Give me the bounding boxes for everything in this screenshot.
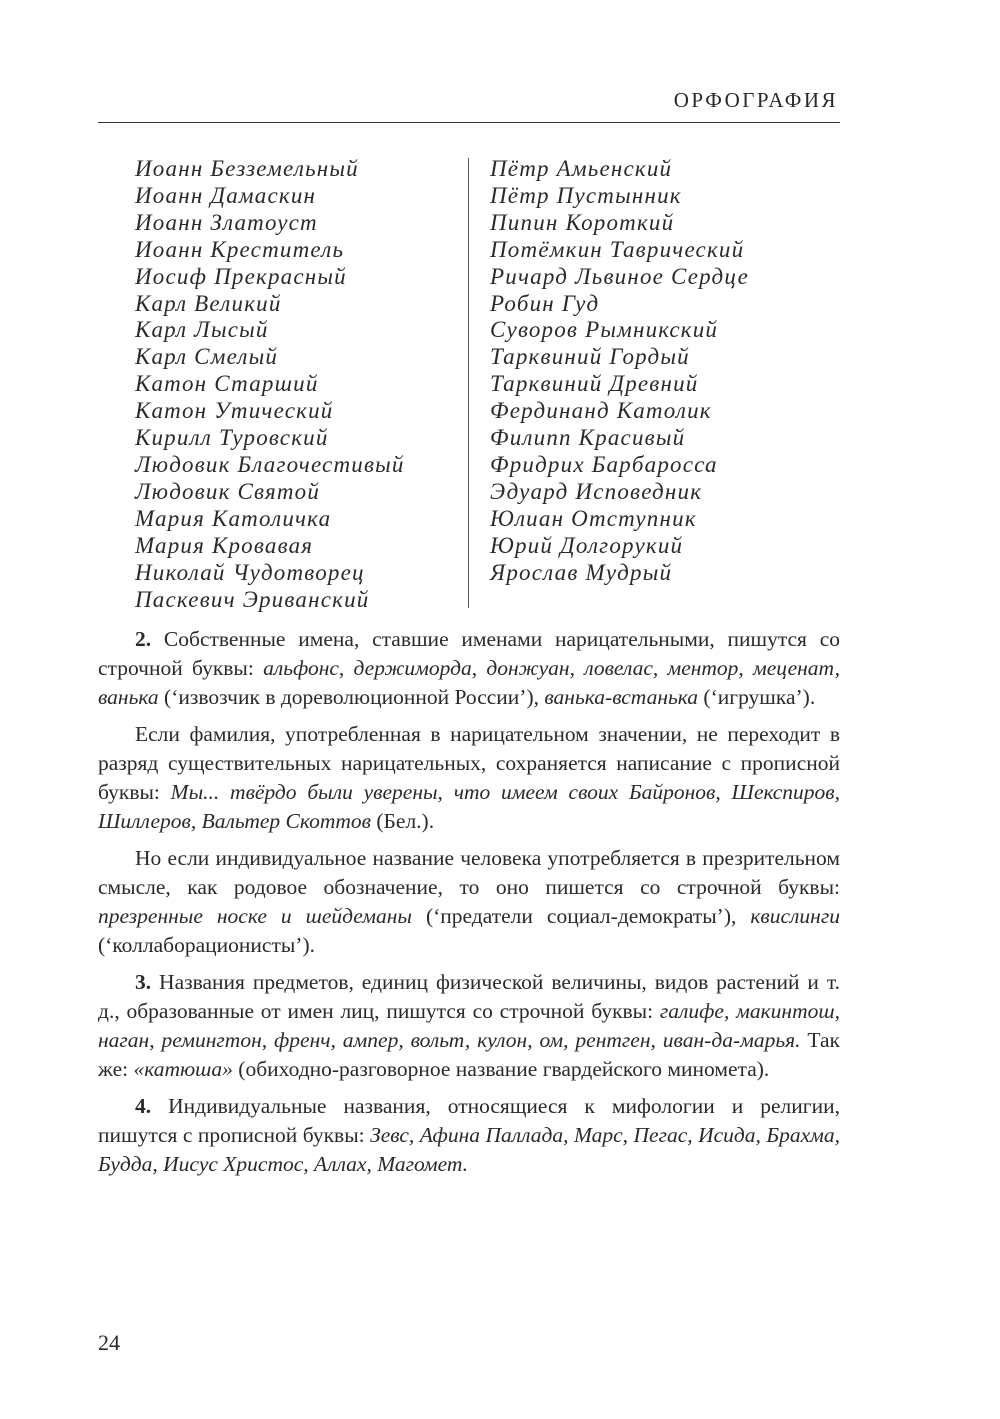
name-entry: Карл Великий [135, 290, 282, 316]
rule-number: 3. [135, 970, 152, 994]
name-entry: Кирилл Туровский [135, 425, 329, 451]
header-title: ОРФОГРАФИЯ [673, 88, 838, 112]
text-run: Так же: [98, 1028, 840, 1081]
text-run: (‘предатели социал-демократы’), [411, 904, 751, 928]
name-entry: Тарквиний Гордый [490, 344, 690, 370]
column-divider [468, 158, 469, 608]
text-run: Если фамилия, употребленная в нарицательном значении, не переходит в разряд существительных нарицательных, сохраняется написание с прописной буквы: [98, 722, 840, 804]
text-run: Индивидуальные названия, относящиеся к мифологии и религии, пишутся с прописной буквы: [98, 1094, 840, 1147]
text-run: Собственные имена, ставшие именами нарицательными, пишутся со строчной буквы: [98, 627, 840, 680]
running-header [98, 88, 840, 123]
name-entry: Пётр Амьенский [490, 156, 673, 181]
example-text: презренные носке и шейдеманы [98, 904, 412, 928]
paragraph [98, 844, 840, 960]
text-run: (‘игрушка’). [698, 685, 816, 709]
name-entry: Паскевич Эриванский [135, 586, 370, 612]
name-entry: Ярослав Мудрый [490, 559, 673, 585]
name-entry: Пипин Короткий [490, 209, 675, 235]
name-entry: Иоанн Златоуст [135, 209, 318, 235]
names-column-right [490, 156, 749, 587]
example-text: «катюша» [133, 1057, 233, 1081]
name-entry: Мария Кровавая [135, 532, 314, 558]
text-run: Но если индивидуальное название человека употребляется в презрительном смысле, как родовое обозначение, то оно пишется со строчной буквы: [98, 846, 840, 899]
name-entry: Иоанн Безземельный [135, 156, 359, 181]
name-entry: Людовик Святой [135, 478, 321, 504]
name-entry: Потёмкин Таврический [490, 236, 745, 262]
name-entry: Иосиф Прекрасный [135, 263, 347, 289]
name-entry: Суворов Рымникский [490, 317, 719, 343]
name-entry: Николай Чудотворец [135, 559, 365, 585]
name-entry: Юлиан Отступник [490, 505, 697, 531]
name-entry: Иоанн Креститель [135, 236, 345, 262]
example-text: альфонс, держиморда, донжуан, ловелас, ментор, меценат, ванька [98, 656, 840, 709]
text-run: Названия предметов, единиц физической величины, видов растений и т. д., образованные от имен лиц, пишутся со строчной буквы: [98, 970, 840, 1023]
example-text: галифе, макинтош, наган, ремингтон, френч, ампер, вольт, кулон, ом, рентген, иван-да-марья. [98, 999, 840, 1052]
example-text: ванька-встанька [544, 685, 699, 709]
name-entry: Катон Утический [135, 398, 334, 424]
name-entry: Людовик Благочестивый [135, 451, 405, 477]
name-entry: Робин Гуд [490, 290, 600, 316]
name-entry: Ричард Львиное Сердце [490, 263, 750, 289]
name-entry: Тарквиний Древний [490, 371, 699, 397]
name-entry: Пётр Пустынник [490, 182, 682, 208]
example-text: квислинги [750, 904, 840, 928]
name-entry: Карл Смелый [135, 344, 279, 370]
name-entry: Фердинанд Католик [490, 398, 712, 424]
name-entry: Эдуард Исповедник [490, 478, 703, 504]
name-entry: Юрий Долгорукий [490, 532, 684, 558]
text-run: (‘коллаборационисты’). [98, 933, 315, 957]
body-text [98, 625, 840, 1179]
paragraph [98, 1092, 840, 1179]
name-entry: Катон Старший [135, 371, 319, 397]
example-text: Зевс, Афина Паллада, Марс, Пегас, Исида, Брахма, Будда, Иисус Христос, Аллах, Магомет. [98, 1123, 840, 1176]
name-entry: Мария Католичка [135, 505, 332, 531]
text-run: (обиходно-разговорное название гвардейского миномета). [232, 1057, 770, 1081]
paragraph [98, 720, 840, 836]
name-entry: Карл Лысый [135, 317, 269, 343]
page-number: 24 [98, 1330, 120, 1355]
names-column-left [135, 156, 405, 613]
name-entry: Фридрих Барбаросса [490, 451, 718, 477]
text-run: (‘извозчик в дореволюционной России’), [158, 685, 545, 709]
rule-number: 2. [135, 627, 152, 651]
example-text: Мы... твёрдо были уверены, что имеем своих Байронов, Шекспиров, Шиллеров, Вальтер Скоттов [98, 780, 840, 833]
name-entry: Филипп Красивый [490, 425, 686, 451]
rule-number: 4. [135, 1094, 152, 1118]
text-run: (Бел.). [371, 809, 435, 833]
names-list [98, 156, 840, 612]
paragraph [98, 968, 840, 1084]
name-entry: Иоанн Дамаскин [135, 182, 317, 208]
paragraph [98, 625, 840, 712]
